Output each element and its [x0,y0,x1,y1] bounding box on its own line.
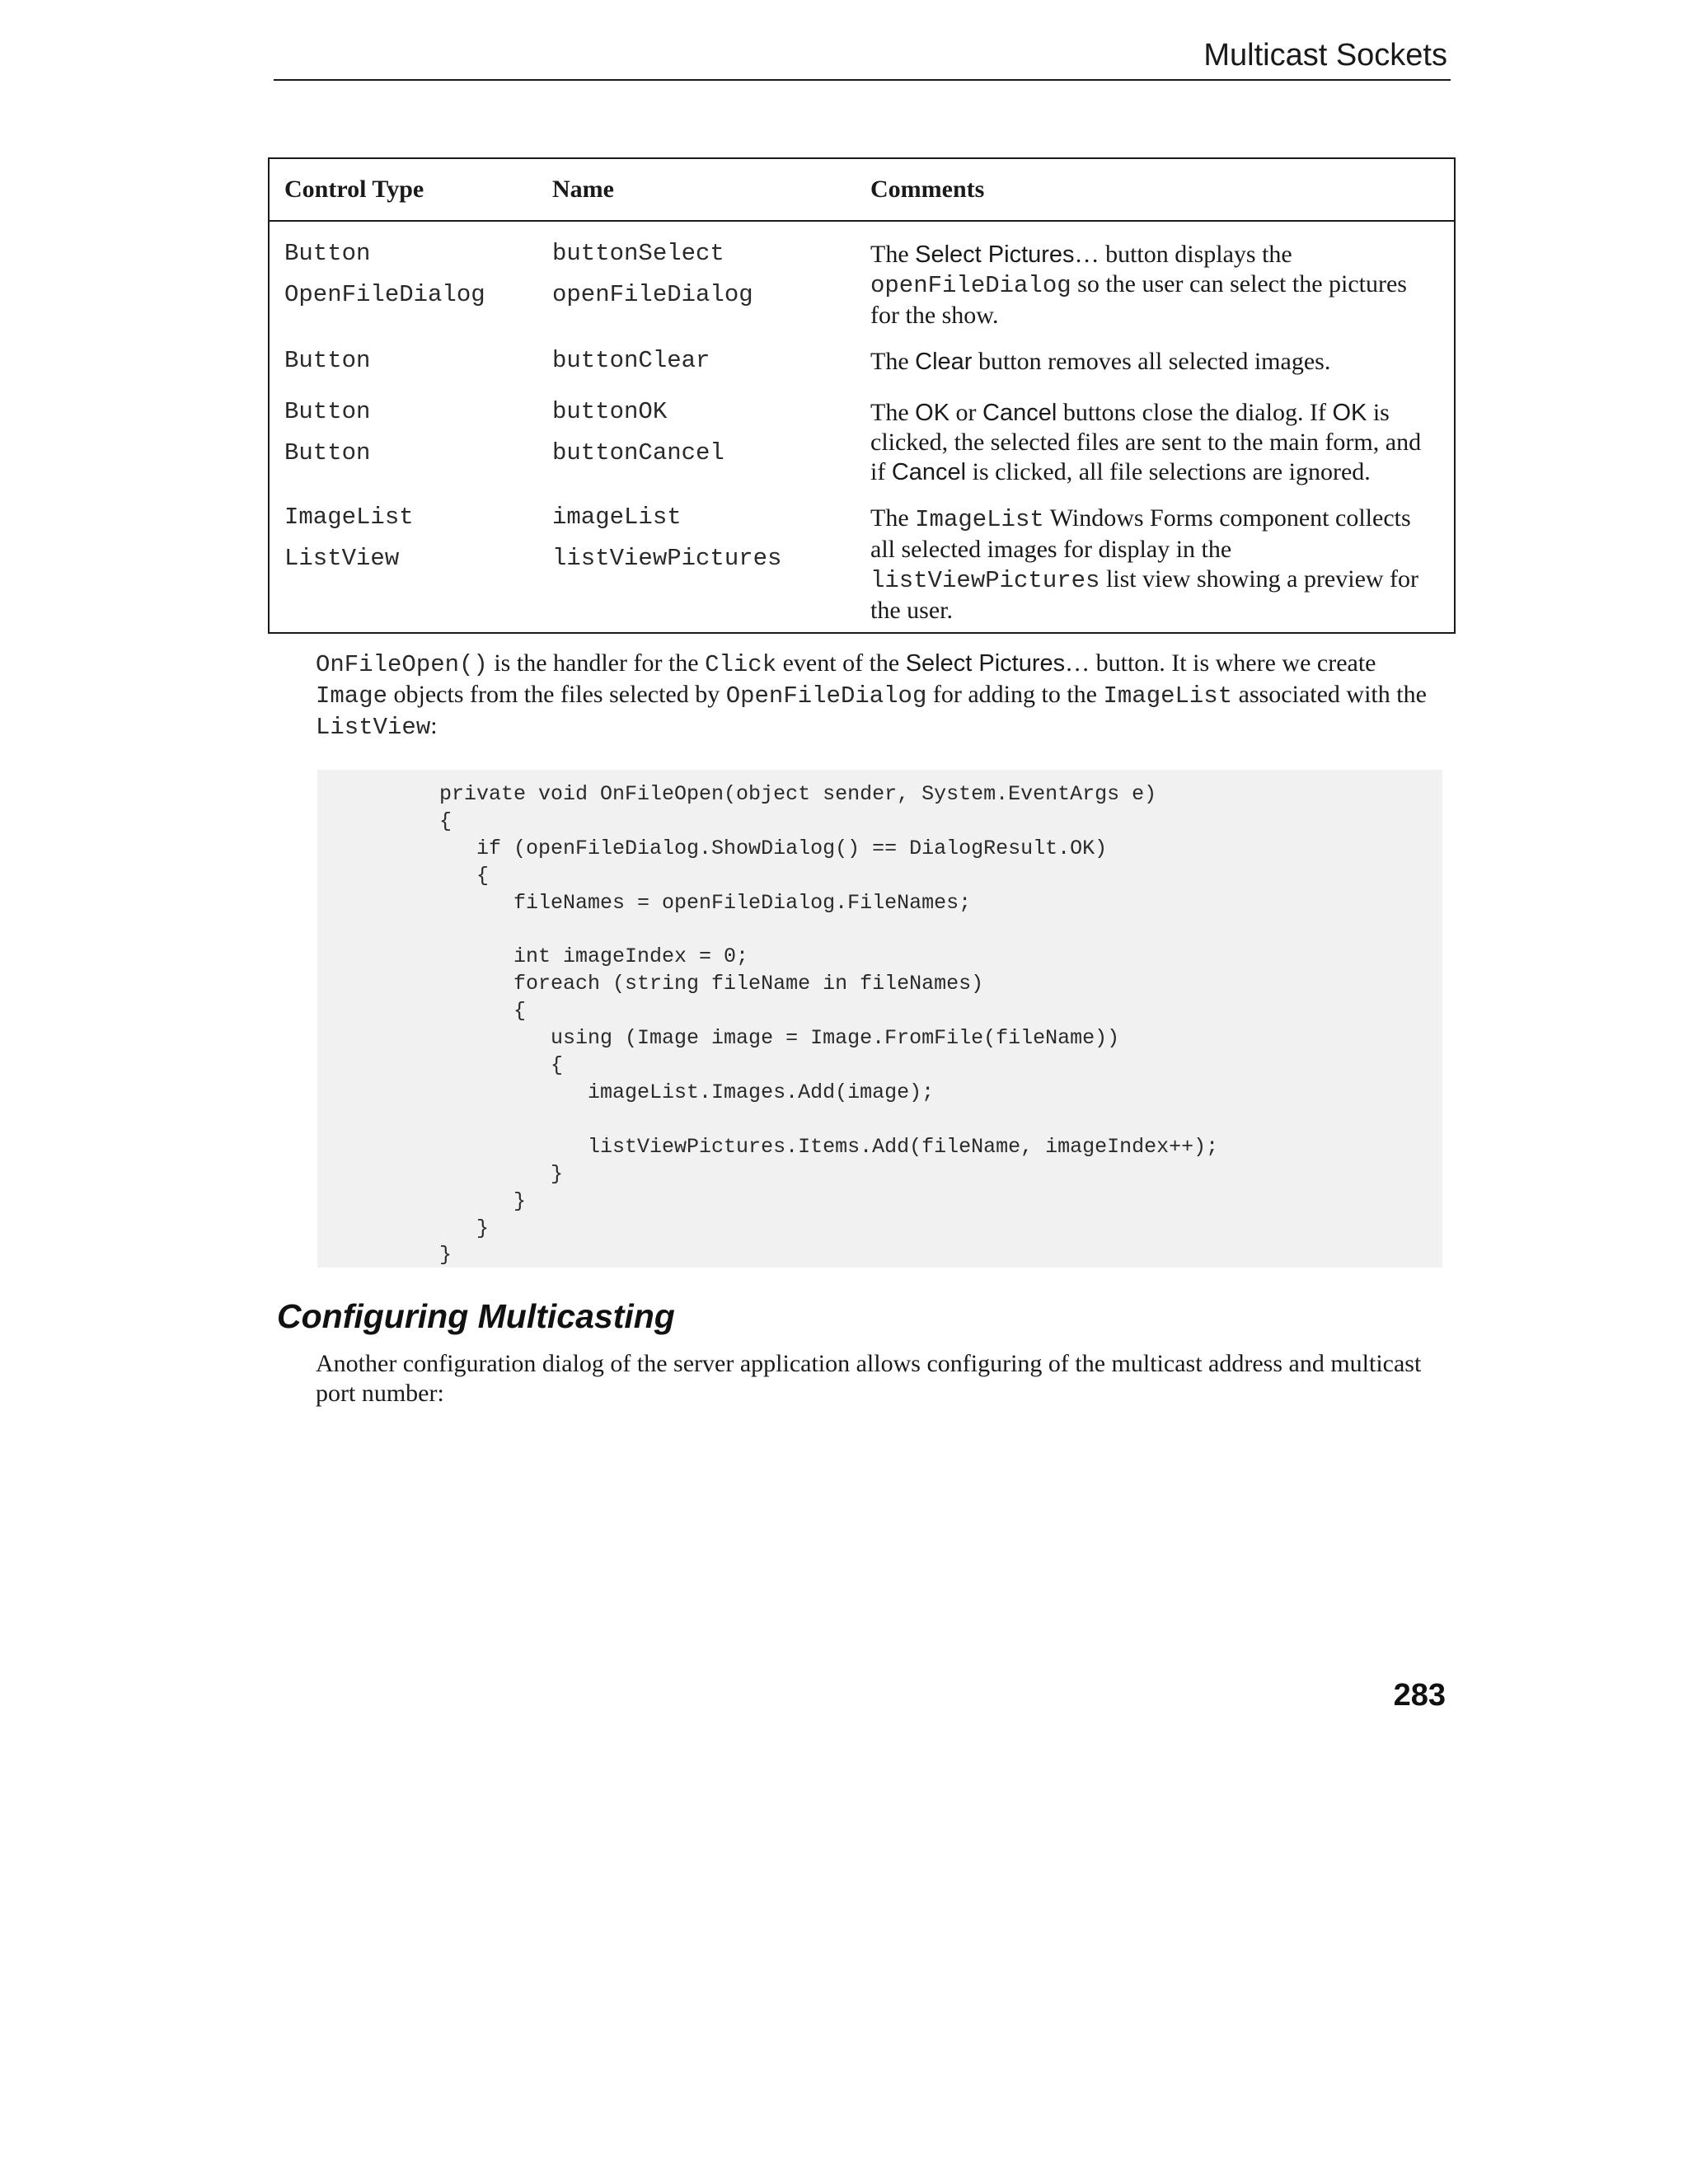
body-paragraph: Another configuration dialog of the server application allows configuring of the multicast address and multicast port number: [316,1350,1422,1407]
code-text: private void OnFileOpen(object sender, System.EventArgs e) { if (openFileDialog.ShowDialog() == DialogResult.OK) { fileNames = openFileDialog.FileNames; int imageIndex = 0; foreach (string fileName in fileNames) { using (Image image = Image.FromFile(fileName)) { imageList.Images.Add(image); listViewPictures.Items.Add(fileName, imageIndex++); } } } } [439,782,1219,1268]
ui-label: Cancel [982,400,1057,426]
control-name: buttonSelect [552,240,724,267]
running-header: Multicast Sockets [1203,38,1447,73]
page-number: 283 [1393,1678,1446,1713]
control-type: ListView [284,545,400,572]
control-name-cell [537,487,856,633]
section-heading: Configuring Multicasting [277,1297,675,1335]
control-type-cell [269,330,537,382]
control-type: Button [284,398,371,425]
ui-label: Cancel [891,459,967,485]
ui-label: Select Pictures [905,650,1066,677]
intro-paragraph: OnFileOpen() is the handler for the Click event of the Select Pictures… button. It is where we create Image objects from the files selected by OpenFileDialog for adding to the ImageList associated with the ListView: [316,649,1427,741]
inline-code: listViewPictures [870,567,1100,594]
control-name: listViewPictures [552,545,782,572]
control-type-cell [269,487,537,633]
comment-cell [856,330,1455,382]
control-type: Button [284,347,371,374]
inline-code: ImageList [1103,682,1233,710]
control-name-cell [537,221,856,330]
column-header: Control Type [269,158,537,221]
inline-code: Image [316,682,388,710]
table-row [269,221,1455,330]
table-row [269,382,1455,487]
code-listing [317,770,1442,1268]
inline-code: ImageList [915,506,1044,533]
table-row [269,330,1455,382]
control-name: buttonCancel [552,439,724,466]
inline-code: Click [705,651,777,678]
control-name: openFileDialog [552,281,753,308]
table-header-row [269,158,1455,221]
control-type: OpenFileDialog [284,281,485,308]
comment-text: The ImageList Windows Forms component collects all selected images for display in the listViewPictures list view showing a preview for the user. [870,504,1419,624]
control-name-cell [537,330,856,382]
inline-code: ListView [316,714,431,741]
comment-text: The OK or Cancel buttons close the dialog. If OK is clicked, the selected files are sent to the main form, and if Cancel is clicked, all file selections are ignored. [870,399,1422,485]
comment-text: The Select Pictures… button displays the openFileDialog so the user can select the pictures for the show. [870,241,1407,329]
comment-text: The Clear button removes all selected images. [870,348,1331,375]
control-name: buttonClear [552,347,710,374]
control-name: imageList [552,504,682,531]
inline-code: openFileDialog [870,272,1071,299]
ui-label: Select Pictures [915,241,1075,268]
control-type: Button [284,439,371,466]
control-name-cell [537,382,856,487]
table-row [269,487,1455,633]
header-divider [274,79,1451,81]
control-type-cell [269,221,537,330]
comment-cell [856,221,1455,330]
control-name: buttonOK [552,398,668,425]
column-header: Comments [856,158,1455,221]
ui-label: OK [1332,400,1367,426]
column-header: Name [537,158,856,221]
inline-code: OnFileOpen() [316,651,488,678]
inline-code: OpenFileDialog [725,682,927,710]
controls-table [268,157,1456,634]
comment-cell [856,382,1455,487]
ui-label: Clear [915,349,973,375]
ui-label: OK [915,400,950,426]
control-type: ImageList [284,504,414,531]
control-type: Button [284,240,371,267]
control-type-cell [269,382,537,487]
comment-cell [856,487,1455,633]
